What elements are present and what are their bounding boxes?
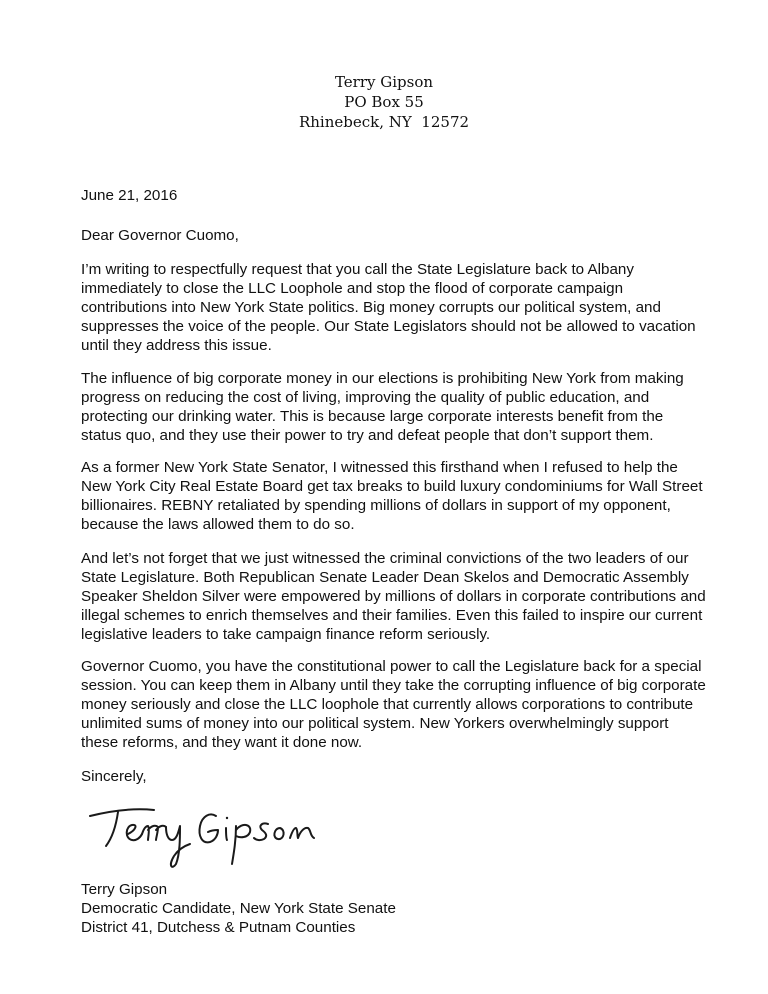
sender-name: Terry Gipson [334,73,434,91]
signer-district: District 41, Dutchess & Putnam Counties [81,919,356,936]
salutation: Dear Governor Cuomo, [81,227,239,244]
paragraph-2: The influence of big corporate money in our elections is prohibiting New York from making progress on reducing the cost of living, improving the quality of public education, and protecting our drinking water. This is because large corporate interests benefit from the status quo, and they use their power to try and defeat people that don’t support them. [81,370,684,444]
paragraph-4: And let’s not forget that we just witnessed the criminal convictions of the two leaders of our State Legislature. Both Republican Senate Leader Dean Skelos and Democratic Assembly Speaker Sheldon Silver were empowered by millions of dollars in corporate contributions and illegal schemes to enrich themselves and their families. Even this failed to inspire our current legislative leaders to take campaign finance reform seriously. [81,550,706,643]
closing: Sincerely, [81,768,147,785]
sender-address-line2: Rhinebeck, NY 12572 [298,113,470,131]
signer-title: Democratic Candidate, New York State Senate [81,900,396,917]
sender-address-line1: PO Box 55 [344,93,424,111]
paragraph-3: As a former New York State Senator, I witnessed this firsthand when I refused to help the New York City Real Estate Board get tax breaks to build luxury condominiums for Wall Street billionaires. REBNY retaliated by spending millions of dollars in support of my opponent, because the laws allowed them to do so. [81,459,703,533]
letterhead [0,72,768,132]
signer-name: Terry Gipson [81,881,168,898]
letter-date: June 21, 2016 [81,187,178,204]
paragraph-1: I’m writing to respectfully request that you call the State Legislature back to Albany immediately to close the LLC Loophole and stop the flood of corporate campaign contributions into New York State politics. Big money corrupts our political system, and suppresses the voice of the people. Our State Legislators should not be allowed to vacation until they address this issue. [81,261,696,354]
handwritten-signature [84,794,324,876]
paragraph-5: Governor Cuomo, you have the constitutional power to call the Legislature back for a special session. You can keep them in Albany until they take the corrupting influence of big corporate money seriously and close the LLC loophole that currently allows corporations to contribute unlimited sums of money into our political system. New Yorkers overwhelmingly support these reforms, and they want it done now. [81,658,706,751]
